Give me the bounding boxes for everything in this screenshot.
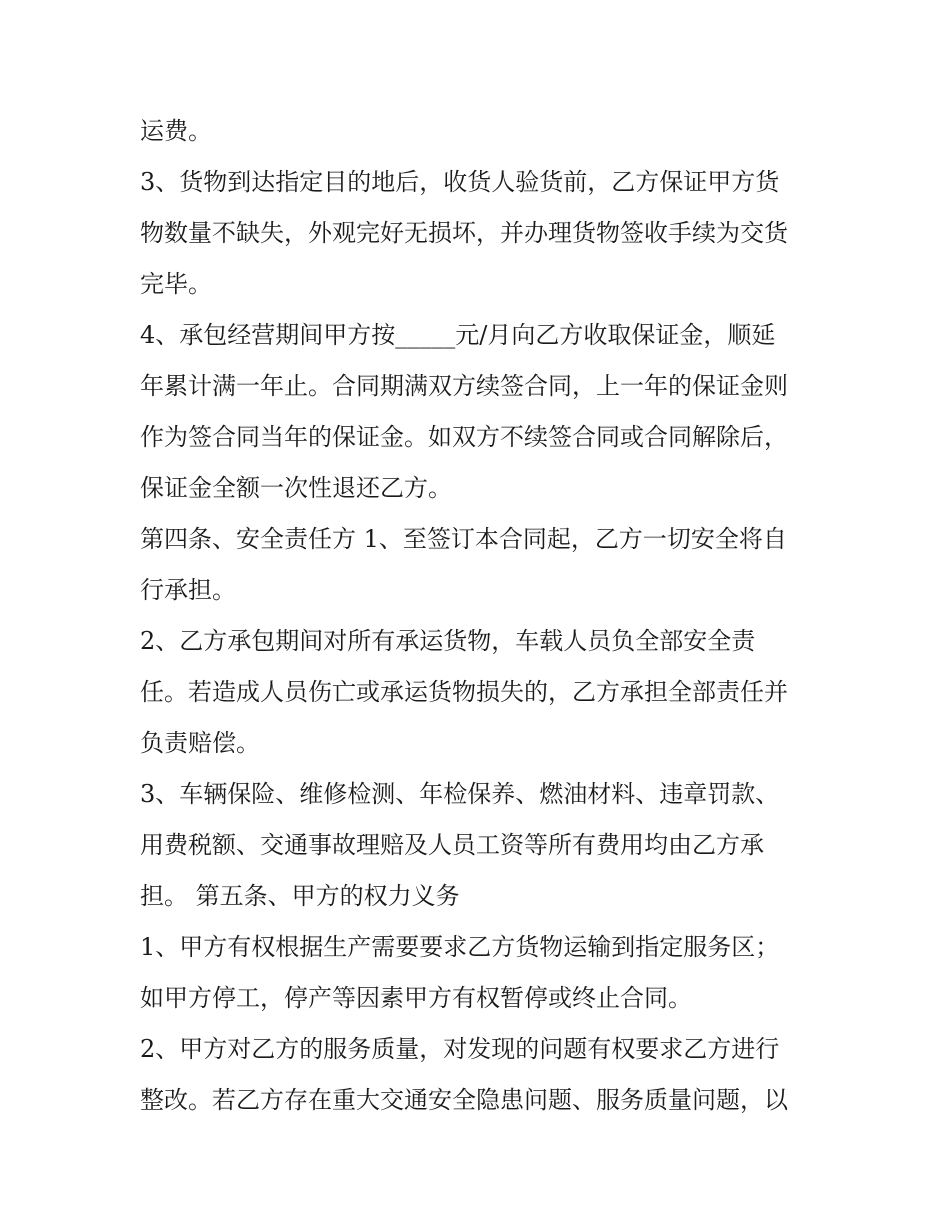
text-line: 担。 第五条、甲方的权力义务 [140,882,460,910]
text-line: 3、车辆保险、维修检测、年检保养、燃油材料、违章罚款、 [140,780,780,808]
text-line: 保证金全额一次性退还乙方。 [140,474,452,502]
text-line: 3、货物到达指定目的地后，收货人验货前，乙方保证甲方货 [140,168,780,196]
text-line: 行承担。 [140,576,236,604]
text-line: 2、乙方承包期间对所有承运货物，车载人员负全部安全责 [140,627,756,655]
text-line: 1、甲方有权根据生产需要要求乙方货物运输到指定服务区； [140,933,780,961]
text-line: 整改。若乙方存在重大交通安全隐患问题、服务质量问题，以 [140,1086,788,1114]
text-line: 4、承包经营期间甲方按_____元/月向乙方收取保证金，顺延 [140,321,776,349]
text-line: 如甲方停工，停产等因素甲方有权暂停或终止合同。 [140,984,692,1012]
text-line: 运费。 [140,117,212,145]
text-line: 年累计满一年止。合同期满双方续签合同，上一年的保证金则 [140,372,788,400]
text-line: 负责赔偿。 [140,729,260,757]
text-line: 任。若造成人员伤亡或承运货物损失的，乙方承担全部责任并 [140,678,788,706]
document-body [140,106,820,1126]
text-line: 物数量不缺失，外观完好无损坏，并办理货物签收手续为交货 [140,219,788,247]
text-line: 用费税额、交通事故理赔及人员工资等所有费用均由乙方承 [140,831,764,859]
text-line: 第四条、安全责任方 1、至签订本合同起，乙方一切安全将自 [140,525,787,553]
text-line: 作为签合同当年的保证金。如双方不续签合同或合同解除后， [140,423,788,451]
text-line: 2、甲方对乙方的服务质量，对发现的问题有权要求乙方进行 [140,1035,780,1063]
text-line: 完毕。 [140,270,212,298]
